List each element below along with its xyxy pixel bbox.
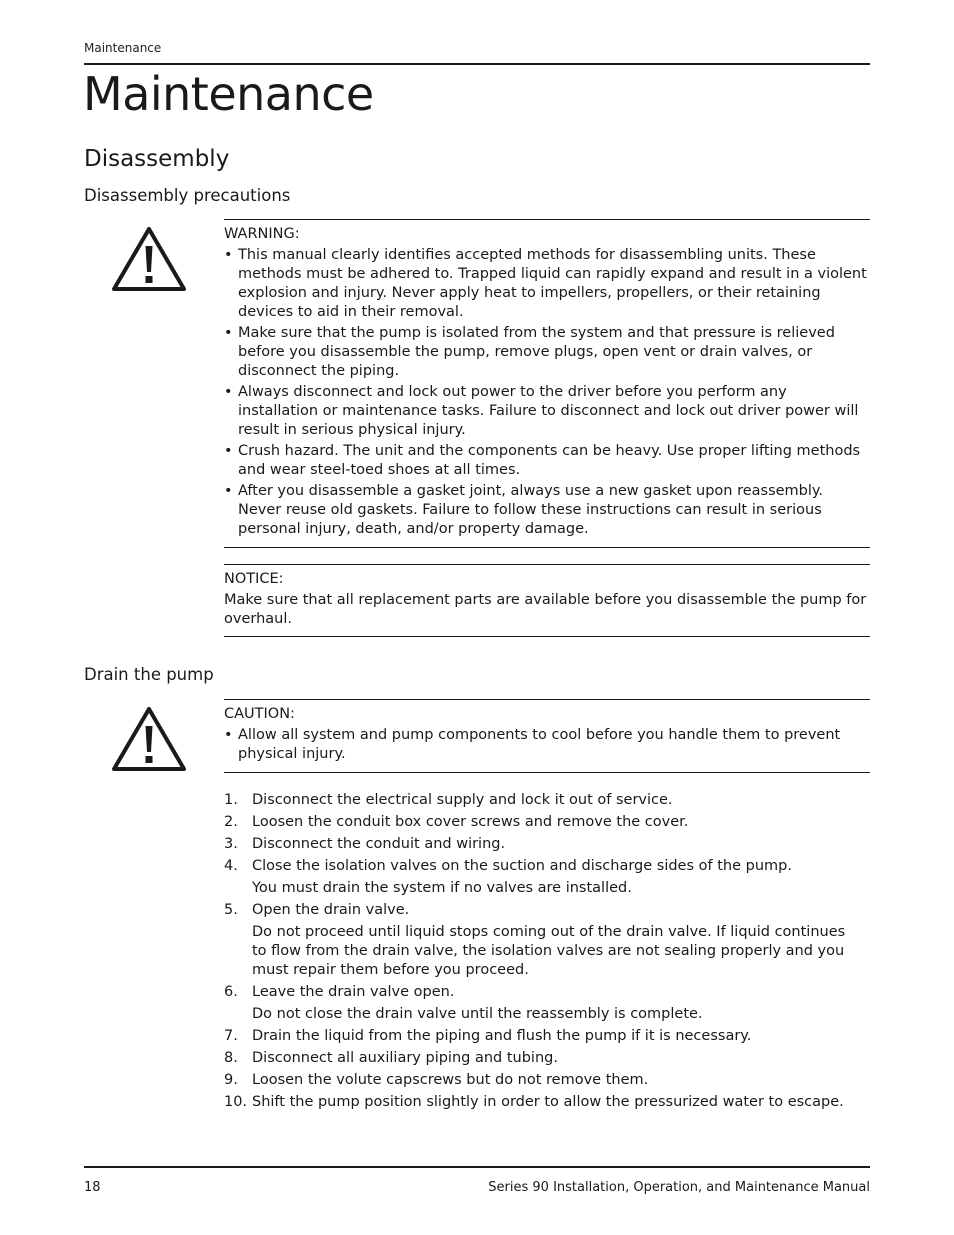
step-note: You must drain the system if no valves are installed.: [252, 880, 632, 896]
step-note: Do not proceed until liquid stops coming out of the drain valve. If liquid continues to flow from the drain valve, the isolation valves are not sealing properly and you must repair them before you proceed.: [252, 924, 846, 978]
caution-item: • Allow all system and pump components to cool before you handle them to prevent physical injury.: [224, 726, 870, 764]
step-text: Shift the pump position slightly in order to allow the pressurized water to escape.: [252, 1094, 844, 1110]
warning-triangle-icon: [110, 704, 188, 772]
step-number: 9.: [224, 1072, 238, 1088]
warning-label: WARNING:: [224, 226, 300, 242]
list-item: [224, 835, 864, 854]
procedure-steps: [224, 791, 864, 1115]
warning-box: [224, 219, 870, 548]
step-number: 8.: [224, 1050, 238, 1066]
warning-item: • Crush hazard. The unit and the components can be heavy. Use proper lifting methods and wear steel-toed shoes at all times.: [224, 442, 870, 480]
step-text: Disconnect the electrical supply and lock it out of service.: [252, 792, 673, 808]
step-number: 3.: [224, 836, 238, 852]
list-item: [224, 813, 864, 832]
list-item: [224, 1049, 864, 1068]
step-text: Drain the liquid from the piping and flush the pump if it is necessary.: [252, 1028, 752, 1044]
step-text: Open the drain valve.: [252, 902, 410, 918]
subsection-title-drain: Drain the pump: [84, 665, 214, 684]
section-title: Disassembly: [84, 146, 230, 172]
list-item: [224, 983, 864, 1024]
running-header: Maintenance: [84, 41, 162, 55]
list-item: [224, 1071, 864, 1090]
warning-item: • Make sure that the pump is isolated from the system and that pressure is relieved before you disassemble the pump, remove plugs, open vent or drain valves, or disconnect the piping.: [224, 324, 870, 381]
footer-rule: [84, 1166, 870, 1168]
step-text: Leave the drain valve open.: [252, 984, 455, 1000]
step-number: 2.: [224, 814, 238, 830]
caution-list: [224, 726, 870, 764]
notice-label: NOTICE:: [224, 571, 284, 587]
notice-text: Make sure that all replacement parts are available before you disassemble the pump for overhaul.: [224, 592, 867, 627]
notice-box: [224, 564, 870, 637]
page-number: 18: [84, 1180, 101, 1195]
warning-list: [224, 246, 870, 539]
warning-triangle-icon: [110, 224, 188, 292]
step-note: Do not close the drain valve until the reassembly is complete.: [252, 1006, 703, 1022]
step-number: 4.: [224, 858, 238, 874]
step-number: 6.: [224, 984, 238, 1000]
list-item: [224, 857, 864, 898]
step-number: 1.: [224, 792, 238, 808]
step-text: Disconnect the conduit and wiring.: [252, 836, 506, 852]
caution-box: [224, 699, 870, 773]
warning-item: • After you disassemble a gasket joint, always use a new gasket upon reassembly. Never reuse old gaskets. Failure to follow these instructions can result in serious personal injury, death, and/or property damage.: [224, 482, 870, 539]
step-number: 5.: [224, 902, 238, 918]
caution-label: CAUTION:: [224, 706, 295, 722]
step-text: Disconnect all auxiliary piping and tubing.: [252, 1050, 558, 1066]
subsection-title-precautions: Disassembly precautions: [84, 186, 291, 205]
list-item: [224, 791, 864, 810]
step-text: Close the isolation valves on the suction and discharge sides of the pump.: [252, 858, 792, 874]
step-number: 10.: [224, 1094, 248, 1110]
step-text: Loosen the volute capscrews but do not remove them.: [252, 1072, 649, 1088]
warning-item: • Always disconnect and lock out power to the driver before you perform any installation or maintenance tasks. Failure to disconnect and lock out driver power will result in serious physical injury.: [224, 383, 870, 440]
list-item: [224, 1027, 864, 1046]
manual-title: Series 90 Installation, Operation, and Maintenance Manual: [488, 1180, 870, 1195]
page-title: Maintenance: [83, 67, 374, 121]
step-number: 7.: [224, 1028, 238, 1044]
step-text: Loosen the conduit box cover screws and remove the cover.: [252, 814, 689, 830]
warning-item: • This manual clearly identifies accepted methods for disassembling units. These methods must be adhered to. Trapped liquid can rapidly expand and result in a violent explosion and injury. Never apply heat to impellers, propellers, or their retaining devices to aid in their removal.: [224, 246, 870, 322]
list-item: [224, 1093, 864, 1112]
list-item: [224, 901, 864, 980]
